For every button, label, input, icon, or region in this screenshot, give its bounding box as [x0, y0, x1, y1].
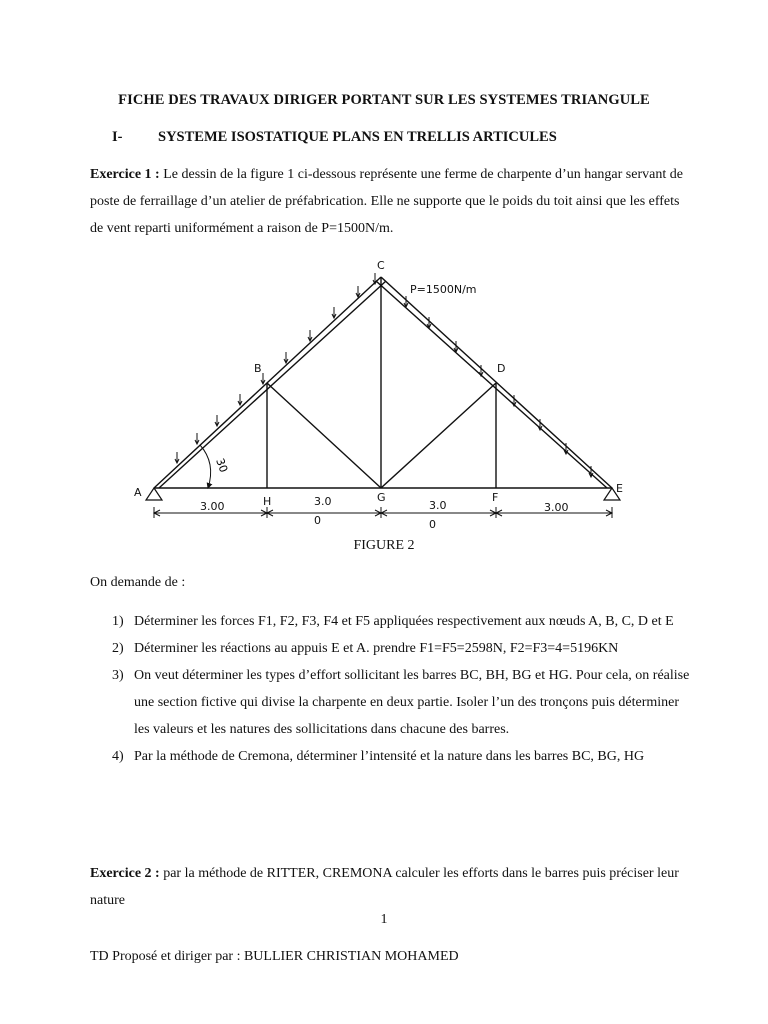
question-item	[90, 662, 690, 743]
node-label-E: E	[616, 482, 623, 495]
exercise-1-text: Le dessin de la figure 1 ci-dessous représente une ferme de charpente d’un hangar servant de poste de ferraillage d’un atelier de préfabrication. Elle ne supporte que le poids du toit ainsi que les effets de vent reparti uniformément a raison de P=1500N/m.	[90, 167, 683, 236]
question-number: 4)	[112, 749, 124, 764]
node-label-D: D	[497, 362, 506, 375]
support-A	[146, 488, 162, 500]
exercise-2-text: par la méthode de RITTER, CREMONA calculer les efforts dans le barres puis préciser leur nature	[90, 866, 679, 908]
angle-label: 30	[213, 456, 231, 475]
page-footer: TD Proposé et diriger par : BULLIER CHRISTIAN MOHAMED	[90, 949, 459, 964]
question-item	[90, 635, 690, 662]
dimension-label-2: 3.0	[314, 495, 332, 508]
node-label-C: C	[377, 259, 385, 272]
node-label-B: B	[254, 362, 262, 375]
document-title: FICHE DES TRAVAUX DIRIGER PORTANT SUR LES SYSTEMES TRIANGULE	[118, 92, 650, 108]
angle-arc	[200, 445, 211, 488]
exercise-2-label: Exercice 2 :	[90, 866, 160, 881]
load-arrows	[175, 273, 593, 477]
exercise-2-paragraph	[90, 860, 690, 914]
node-label-G: G	[377, 491, 386, 504]
question-text: Par la méthode de Cremona, déterminer l’intensité et la nature dans les barres BC, BG, HG	[134, 749, 645, 764]
node-label-A: A	[134, 486, 142, 499]
question-text: Déterminer les réactions au appuis E et A. prendre F1=F5=2598N, F2=F3=4=5196KN	[134, 641, 619, 656]
member-GD	[381, 383, 496, 488]
questions-list	[90, 608, 690, 770]
node-label-H: H	[263, 495, 272, 508]
dimension-label-4: 3.00	[544, 501, 569, 514]
question-number: 3)	[112, 668, 124, 683]
section-heading	[112, 129, 557, 146]
question-number: 2)	[112, 641, 124, 656]
dimension-label-3: 3.0	[429, 499, 447, 512]
right-rafter-inner	[376, 281, 607, 488]
member-BG	[267, 383, 381, 488]
dimension-label-2b: 0	[314, 514, 321, 527]
questions-intro: On demande de :	[90, 575, 186, 590]
question-item	[90, 608, 690, 635]
exercise-1-paragraph	[90, 161, 690, 242]
exercise-1-label: Exercice 1 :	[90, 167, 160, 182]
load-label: P=1500N/m	[410, 283, 477, 296]
node-label-F: F	[492, 491, 499, 504]
section-number: I-	[112, 129, 123, 145]
left-rafter-inner	[159, 281, 386, 488]
truss-figure	[120, 255, 640, 535]
question-item	[90, 743, 690, 770]
page-number: 1	[380, 912, 388, 927]
truss-members	[154, 277, 612, 488]
dimension-label-1: 3.00	[200, 500, 225, 513]
section-title: SYSTEME ISOSTATIQUE PLANS EN TRELLIS ARTICULES	[158, 129, 557, 145]
dimension-label-3b: 0	[429, 518, 436, 531]
question-text: Déterminer les forces F1, F2, F3, F4 et F5 appliquées respectivement aux nœuds A, B, C, D et E	[134, 614, 674, 629]
question-text: On veut déterminer les types d’effort sollicitant les barres BC, BH, BG et HG. Pour cela, on réalise une section fictive qui divise la charpente en deux partie. Isoler l’un des tronçons puis déterminer les valeurs et les natures des sollicitations dans chacune des barres.	[134, 668, 690, 737]
question-number: 1)	[112, 614, 124, 629]
figure-caption: FIGURE 2	[353, 538, 415, 553]
